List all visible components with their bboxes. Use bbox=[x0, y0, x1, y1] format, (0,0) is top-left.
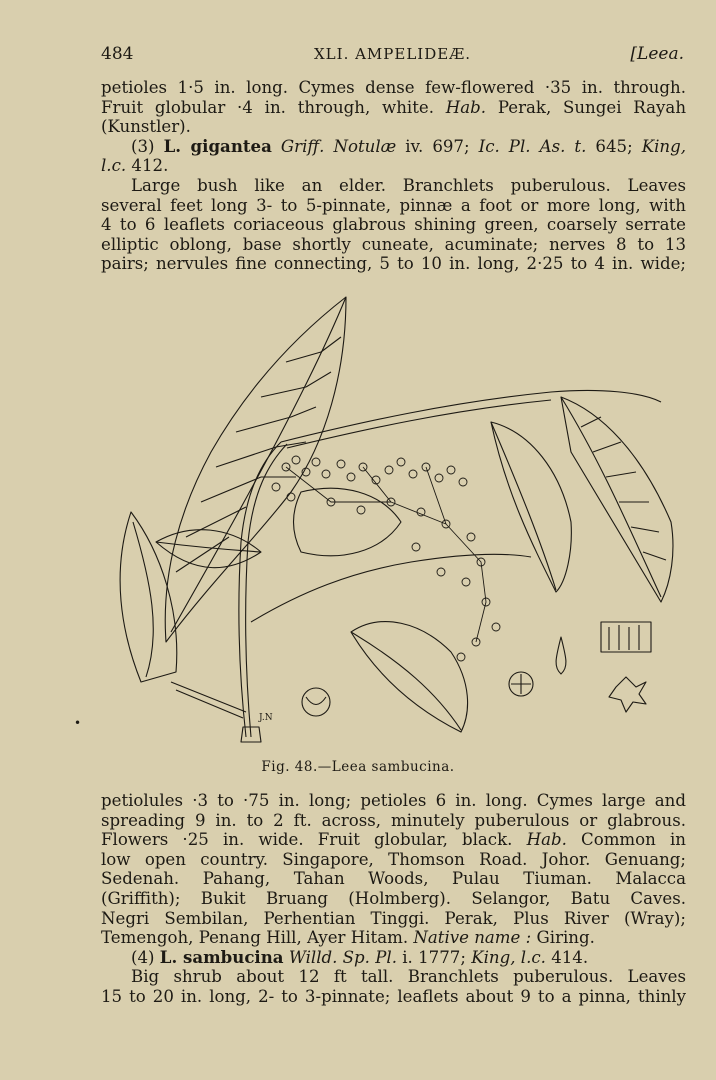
text-line: petiolules ·3 to ·75 in. long; petioles 6 in. long. Cymes large and bbox=[101, 791, 686, 810]
citation-italic: Griff. Notulæ bbox=[271, 136, 397, 156]
text-line: (Kunstler). bbox=[101, 117, 191, 137]
citation-italic: l.c. bbox=[101, 156, 127, 176]
flower-detail bbox=[609, 677, 646, 712]
top-text-block bbox=[101, 78, 686, 274]
running-head: [Leea. bbox=[630, 44, 684, 64]
leaf-mid-left bbox=[156, 530, 261, 568]
text-line bbox=[101, 830, 686, 850]
section-title: XLI. AMPELIDEÆ. bbox=[314, 45, 471, 63]
species-number: (4) bbox=[131, 947, 160, 967]
page-header bbox=[101, 44, 684, 68]
text-run: Temengoh, Penang Hill, Ayer Hitam. bbox=[101, 928, 414, 948]
text-run: Flowers ·25 in. wide. Fruit globular, black. bbox=[101, 830, 527, 850]
species-name: L. gigantea bbox=[163, 135, 272, 156]
species-name: L. sambucina bbox=[159, 946, 284, 967]
citation-italic: King, bbox=[641, 136, 687, 156]
margin-dot: • bbox=[74, 716, 82, 730]
text-run: Perak, Sungei Rayah bbox=[486, 97, 687, 117]
species-heading-sambucina bbox=[101, 948, 686, 968]
stamen-detail bbox=[601, 622, 651, 652]
citation-italic: Willd. Sp. Pl. bbox=[283, 947, 397, 967]
hab-label: Hab. bbox=[445, 97, 487, 117]
text-line: several feet long 3- to 5-pinnate, pinnæ a foot or more long, with bbox=[101, 195, 686, 215]
species-heading-gigantea bbox=[101, 137, 686, 157]
text-line: petioles 1·5 in. long. Cymes dense few-flowered ·35 in. through. bbox=[101, 78, 686, 97]
page-number: 484 bbox=[101, 44, 134, 64]
flower-cluster bbox=[272, 456, 500, 661]
leaf-left bbox=[120, 512, 177, 682]
leaf-center bbox=[294, 488, 402, 556]
species-number: (3) bbox=[131, 136, 164, 156]
text-run: 414. bbox=[545, 947, 589, 967]
text-line: (Griffith); Bukit Bruang (Holmberg). Selangor, Batu Caves. bbox=[101, 888, 686, 908]
text-line: elliptic oblong, base shortly cuneate, acuminate; nerves 8 to 13 bbox=[101, 234, 686, 254]
branch-right bbox=[281, 390, 661, 442]
fruit-detail bbox=[302, 688, 330, 716]
text-line: Big shrub about 12 ft tall. Branchlets puberulous. Leaves bbox=[131, 967, 686, 987]
text-line: 4 to 6 leaflets coriaceous glabrous shining green, coarsely serrate bbox=[101, 215, 686, 235]
hab-label: Hab. bbox=[526, 830, 567, 850]
text-run: Fruit globular ·4 in. through, white. bbox=[101, 97, 446, 117]
text-line: Negri Sembilan, Perhentian Tinggi. Perak, Plus River (Wray); bbox=[101, 908, 686, 928]
illustrator-initials: J.N bbox=[259, 713, 273, 723]
text-line bbox=[101, 928, 686, 948]
native-name-label: Native name : bbox=[413, 928, 532, 948]
text-run: 645; bbox=[586, 136, 642, 156]
leaf-right-1 bbox=[561, 397, 673, 602]
seed-detail bbox=[556, 637, 566, 674]
leaf-right-2 bbox=[491, 422, 571, 592]
leaf-upper-left bbox=[165, 297, 346, 642]
text-run: iv. 697; bbox=[396, 136, 479, 156]
text-run: 412. bbox=[126, 156, 169, 176]
text-run: i. 1777; bbox=[396, 947, 472, 967]
text-line bbox=[101, 98, 686, 118]
citation-italic: King, l.c. bbox=[471, 947, 546, 967]
text-line: Large bush like an elder. Branchlets puberulous. Leaves bbox=[131, 175, 686, 195]
text-line bbox=[101, 156, 686, 176]
text-line: Sedenah. Pahang, Tahan Woods, Pulau Tiuman. Malacca bbox=[101, 869, 686, 889]
text-line: low open country. Singapore, Thomson Road. Johor. Genuang; bbox=[101, 849, 686, 869]
botanical-illustration bbox=[101, 292, 686, 752]
text-line: pairs; nervules fine connecting, 5 to 10 in. long, 2·25 to 4 in. wide; bbox=[101, 254, 686, 274]
text-line: spreading 9 in. to 2 ft. across, minutely puberulous or glabrous. bbox=[101, 810, 686, 830]
bottom-text-block bbox=[101, 791, 686, 1007]
text-run: Giring. bbox=[531, 928, 595, 948]
citation-italic: Ic. Pl. As. t. bbox=[478, 136, 587, 156]
text-run: Common in bbox=[566, 830, 686, 850]
text-line: 15 to 20 in. long, 2- to 3-pinnate; leaflets about 9 to a pinna, thinly bbox=[101, 986, 686, 1006]
figure-caption: Fig. 48.—Leea sambucina. bbox=[261, 759, 455, 775]
